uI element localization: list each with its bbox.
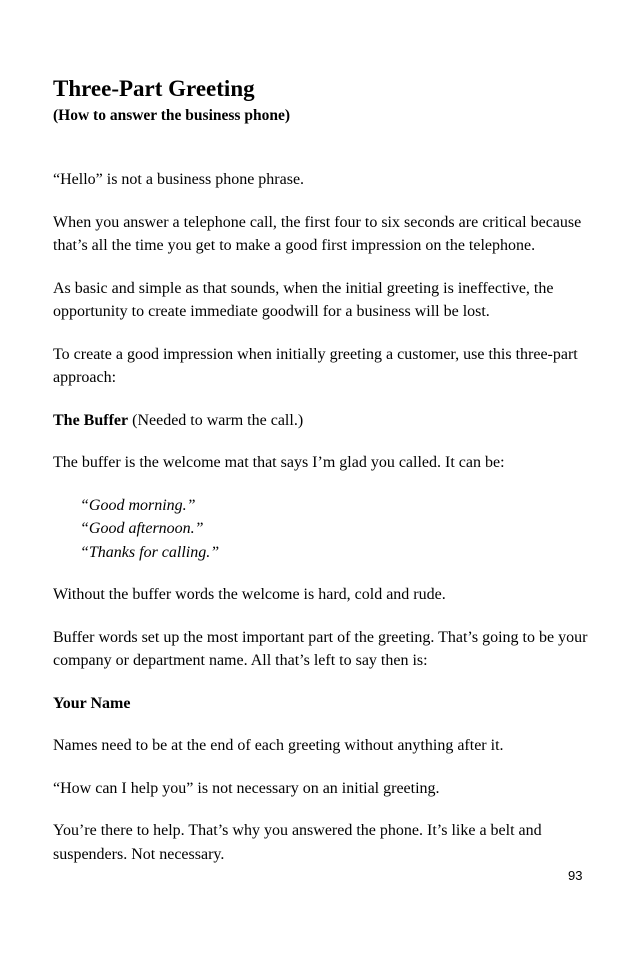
greeting-example: “Good afternoon.” [80,520,204,537]
page-title: Three-Part Greeting [53,76,255,101]
paragraph-welcome-mat: The buffer is the welcome mat that says I’m glad you called. It can be: [53,454,505,471]
paragraph-first-seconds: When you answer a telephone call, the first four to six seconds are critical because that’s all the time you get to make a good first impression on the telephone. [53,213,582,254]
document-page [53,74,593,885]
page-number: 93 [568,868,583,883]
buffer-note: (Needed to warm the call.) [128,411,304,429]
buffer-heading-line [53,409,593,433]
paragraph-belt-suspenders: You’re there to help. That’s why you answered the phone. It’s like a belt and suspenders. Not necessary. [53,822,542,863]
your-name-heading: Your Name [53,694,131,712]
greeting-examples-list [80,494,593,565]
paragraph-buffer-words: Buffer words set up the most important part of the greeting. That’s going to be your company or department name. All that’s left to say then is: [53,628,588,669]
paragraph-how-can-i-help: “How can I help you” is not necessary on an initial greeting. [53,779,440,797]
page-subtitle: (How to answer the business phone) [53,107,290,124]
paragraph-without-buffer: Without the buffer words the welcome is hard, cold and rude. [53,586,446,603]
paragraph-hello: “Hello” is not a business phone phrase. [53,171,305,188]
paragraph-initial-greeting: As basic and simple as that sounds, when the initial greeting is ineffective, the opportunity to create immediate goodwill for a business will be lost. [53,279,554,320]
paragraph-names: Names need to be at the end of each greeting without anything after it. [53,737,504,754]
greeting-example: “Good morning.” [80,496,196,514]
paragraph-three-part-approach: To create a good impression when initially greeting a customer, use this three-part approach: [53,345,578,386]
greeting-example: “Thanks for calling.” [80,543,220,561]
buffer-heading: The Buffer [53,411,129,429]
